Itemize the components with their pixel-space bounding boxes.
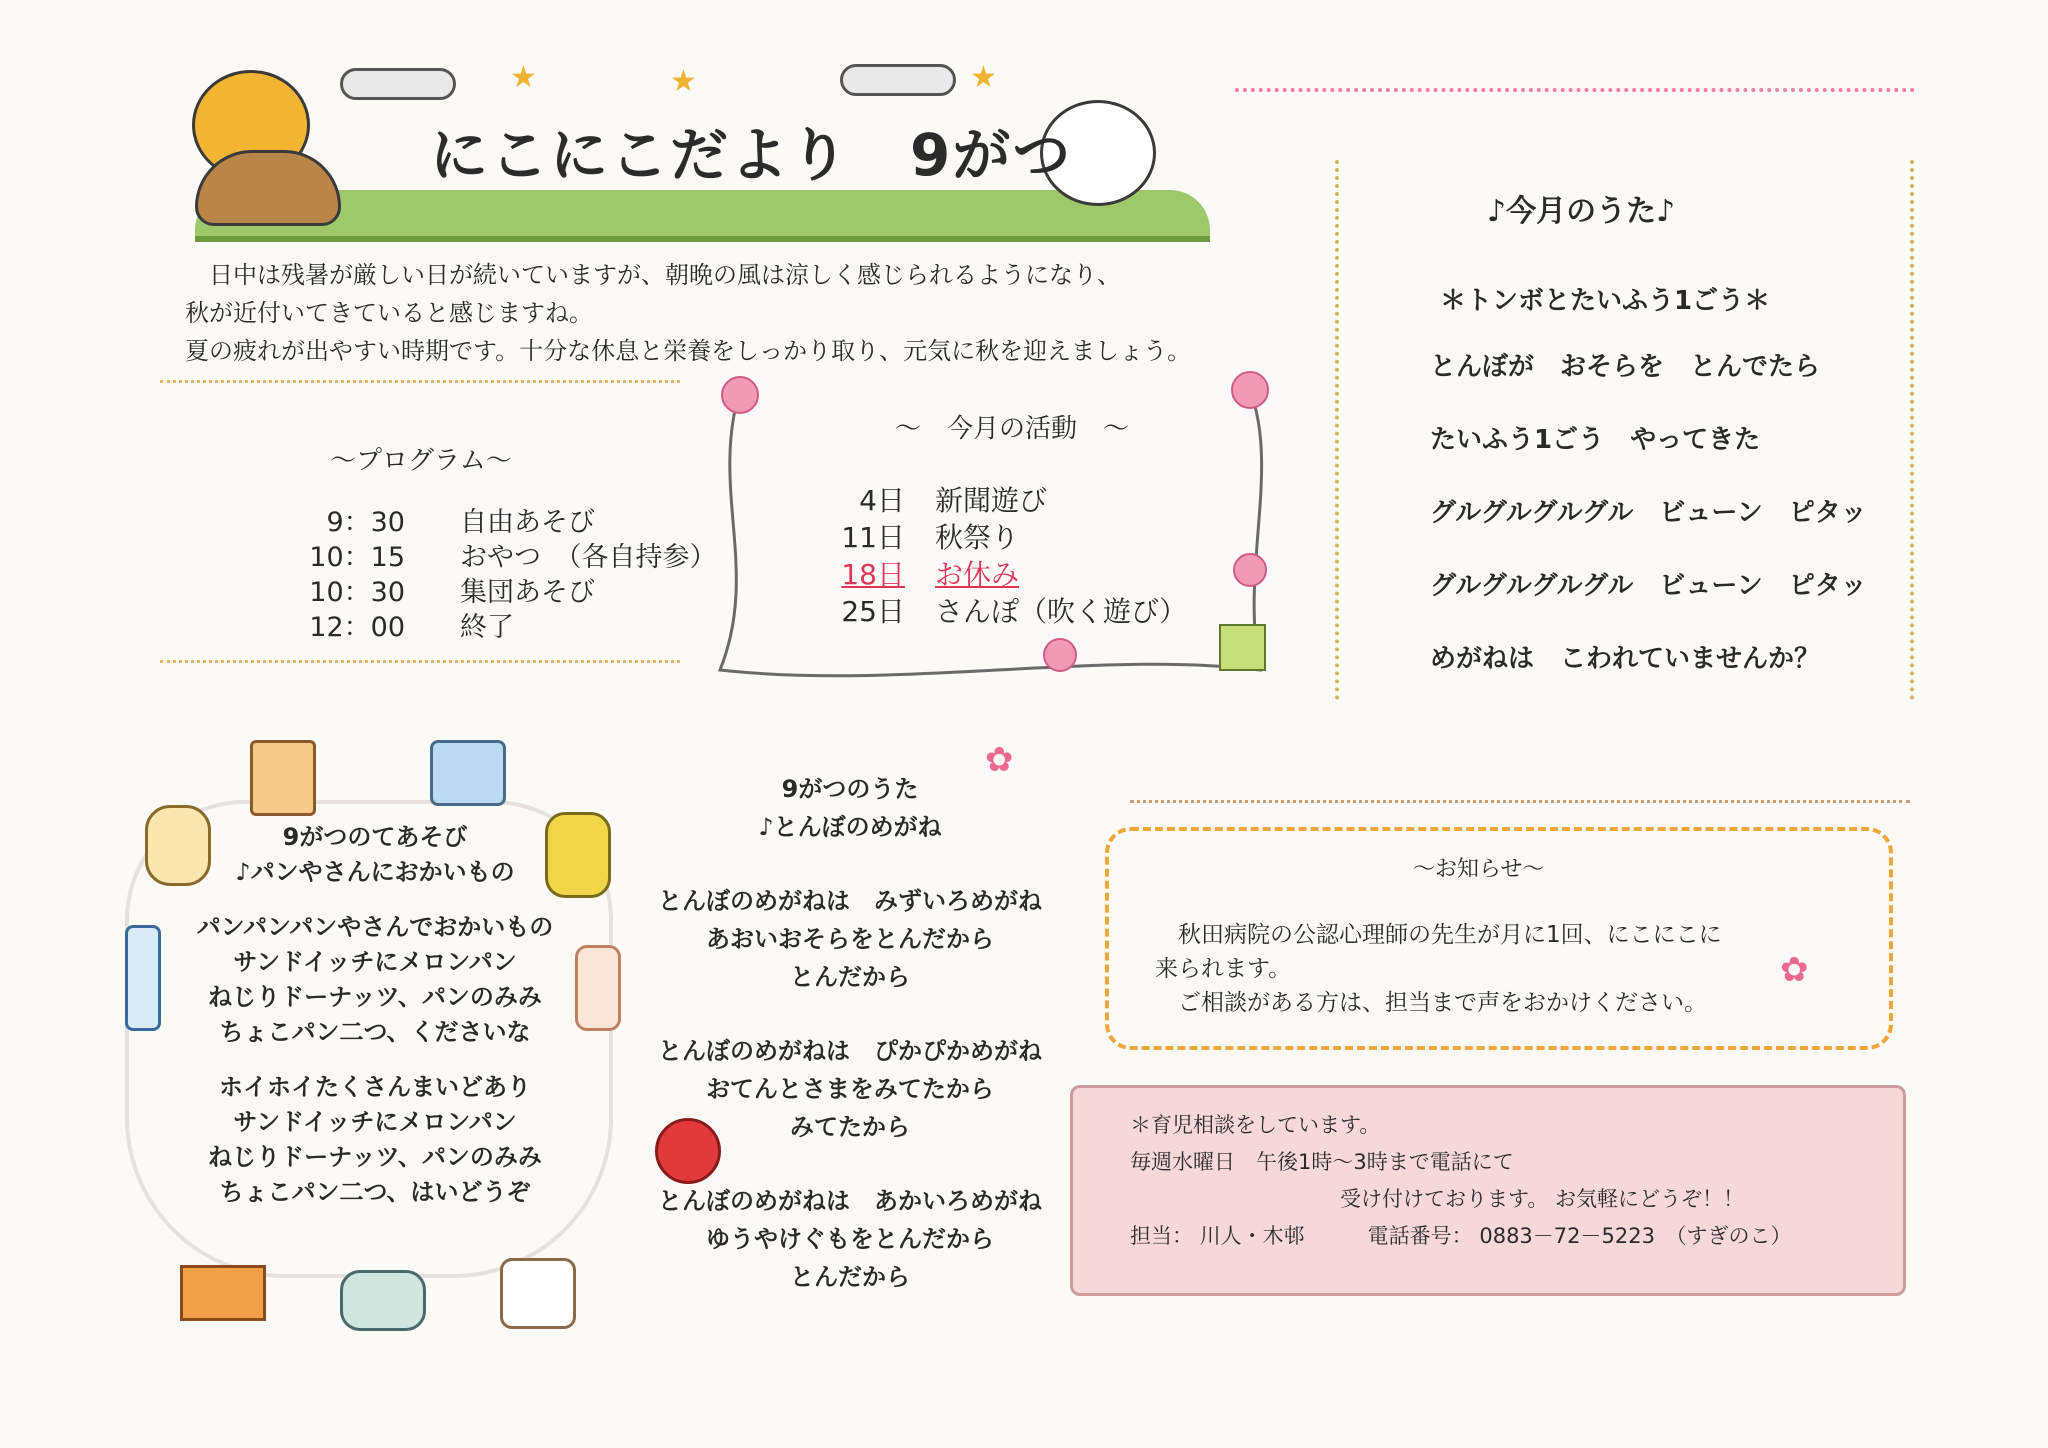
teasobi-line: 9がつのてあそび	[282, 823, 468, 851]
kugatsu-line: みてたから	[790, 1113, 910, 1141]
song-line: グルグルグルグル ビューン ピタッ	[1430, 498, 1867, 528]
tanuki-icon	[195, 150, 341, 226]
consult-line: ＊育児相談をしています。	[1130, 1113, 1381, 1137]
cosmos-flower-icon: ✿	[1780, 950, 1809, 990]
notice-line: 来られます。	[1155, 956, 1292, 982]
program-row: 10：30 集団あそび	[309, 577, 595, 608]
program-row: 12：00 終了	[309, 612, 514, 643]
grass-strip	[195, 190, 1210, 242]
kugatsu-line: とんだから	[790, 963, 910, 991]
page-title: にこにこだより 9がつ	[430, 121, 1073, 189]
consult-body	[1130, 1107, 1791, 1255]
cloud-icon	[840, 64, 956, 96]
teasobi-line: パンパンパンやさんでおかいもの	[196, 913, 554, 941]
notice-line: 秋田病院の公認心理師の先生が月に1回、にこにこに	[1155, 922, 1722, 948]
notice-body	[1155, 918, 1722, 1020]
teasobi-line: ちょこパン二つ、くださいな	[219, 1018, 531, 1046]
teasobi-line: ねじりドーナッツ、パンのみみ	[208, 1143, 542, 1171]
teasobi-line: ホイホイたくさんまいどあり	[219, 1073, 531, 1101]
apple-icon	[655, 1118, 721, 1184]
star-icon: ★	[510, 60, 537, 95]
activity-row: 4日 新聞遊び	[859, 484, 1048, 517]
intro-line: 夏の疲れが出やすい時期です。十分な休息と栄養をしっかり取り、元気に秋を迎えましょう。	[185, 337, 1192, 365]
activity-row-holiday: 18日 お休み	[841, 558, 1020, 591]
kugatsu-line: ゆうやけぐもをとんだから	[706, 1225, 994, 1253]
activity-row: 11日 秋祭り	[841, 521, 1020, 554]
teasobi-lyrics	[140, 820, 610, 1210]
notice-line: ご相談がある方は、担当まで声をおかけください。	[1155, 990, 1707, 1016]
teasobi-line: サンドイッチにメロンパン	[233, 1108, 517, 1136]
intro-line: 秋が近付いてきていると感じますね。	[185, 299, 593, 327]
kugatsu-line: とんぼのめがねは あかいろめがね	[658, 1187, 1042, 1215]
song-heading: ♪今月のうた♪	[1487, 194, 1676, 229]
program-list	[210, 505, 717, 645]
kugatsu-line: ♪とんぼのめがね	[758, 813, 942, 841]
song-line: グルグルグルグル ビューン ピタッ	[1430, 571, 1867, 601]
kids-border-right	[1870, 160, 1914, 700]
bag-icon	[340, 1270, 426, 1331]
kugatsu-line: おてんとさまをみてたから	[706, 1075, 994, 1103]
activities-heading: ～ 今月の活動 ～	[895, 414, 1130, 444]
teasobi-line: ちょこパン二つ、はいどうぞ	[219, 1178, 531, 1206]
activity-row: 25日 さんぽ（吹く遊び）	[841, 595, 1188, 628]
program-row: 9：30 自由あそび	[326, 507, 595, 538]
kugatsu-line: とんだから	[790, 1263, 910, 1291]
activities-list	[815, 482, 1187, 630]
song-line: たいふう1ごう やってきた	[1430, 425, 1761, 455]
star-icon: ★	[970, 60, 997, 95]
program-row: 10：15 おやつ （各自持参）	[309, 542, 717, 573]
song-line: めがねは こわれていませんか？	[1430, 644, 1821, 674]
snack-box-icon	[180, 1265, 266, 1321]
kugatsu-line: 9がつのうた	[781, 775, 919, 803]
teasobi-line: サンドイッチにメロンパン	[233, 948, 517, 976]
consult-line: 毎週水曜日 午後1時～3時まで電話にて	[1130, 1150, 1514, 1174]
jar-icon	[250, 740, 316, 816]
kugatsu-song-lyrics	[590, 770, 1110, 1296]
onigiri-border	[160, 380, 680, 423]
teasobi-line: ♪パンやさんにおかいもの	[235, 858, 515, 886]
song-lyrics	[1430, 346, 1867, 711]
program-heading: ～プログラム～	[330, 446, 512, 476]
kugatsu-line: とんぼのめがねは ぴかぴかめがね	[658, 1037, 1042, 1065]
flower-border-top	[1235, 88, 1915, 122]
intro-line: 日中は残暑が厳しい日が続いていますが、朝晩の風は涼しく感じられるようになり、	[185, 261, 1121, 289]
kids-border-left	[1335, 160, 1379, 700]
cloud-icon	[340, 68, 456, 100]
kugatsu-line: あおいおそらをとんだから	[706, 925, 994, 953]
star-icon: ★	[670, 64, 697, 99]
onigiri-border	[160, 660, 680, 703]
teasobi-line: ねじりドーナッツ、パンのみみ	[208, 983, 542, 1011]
consult-line: 担当： 川人・木邨 電話番号： 0883－72－5223 （すぎのこ）	[1130, 1224, 1792, 1248]
animal-border	[1130, 745, 1910, 803]
song-subtitle: ＊トンボとたいふう1ごう＊	[1440, 286, 1771, 316]
consult-line: 受け付けております。 お気軽にどうぞ！！	[1130, 1187, 1744, 1211]
song-line: とんぼが おそらを とんでたら	[1430, 352, 1821, 382]
kugatsu-line: とんぼのめがねは みずいろめがね	[658, 887, 1042, 915]
baby-clothes-icon	[430, 740, 506, 806]
intro-text	[185, 256, 1325, 370]
diaper-icon	[500, 1258, 576, 1329]
flower-dragonfly-icon: ✿	[985, 740, 1014, 780]
notice-heading: ～お知らせ～	[1413, 857, 1545, 882]
